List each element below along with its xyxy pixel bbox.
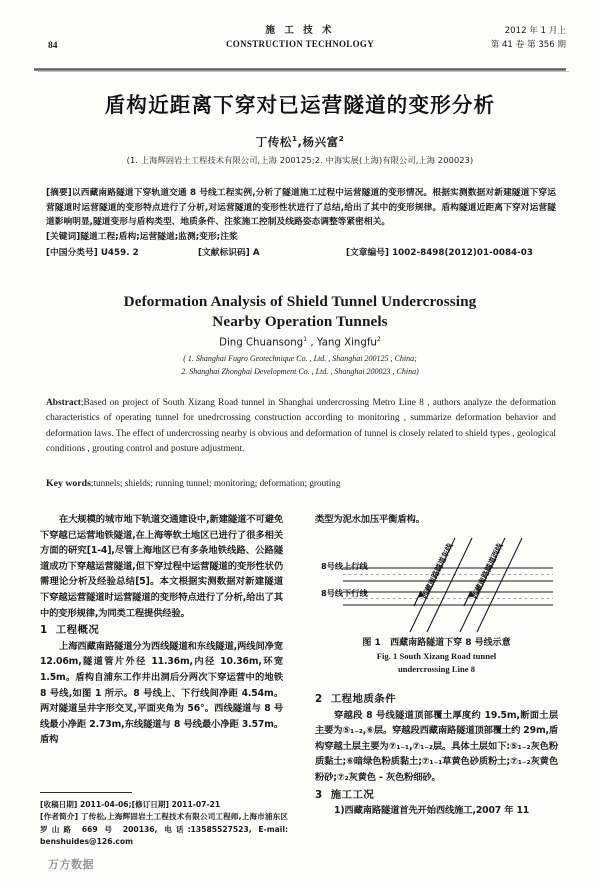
clc-label: [中国分类号] [46,247,98,258]
keywords-cn-paragraph [46,230,556,245]
issue-info [491,24,566,52]
section-heading-3 [315,788,558,804]
section-1-paragraph: 上海西藏南路隧道分为西线隧道和东线隧道,两线间净宽 12.06m,隧道管片外径 11.36m,内径 10.36m,环宽 1.5m。盾构自浦东工作井出洞后分两次下穿运营中的地铁 8 号线,如图 1 所示。8 号线上、下行线间净距 4.54m。两对隧道呈井字形交叉,平面夹角为 56°。西线隧道与 8 号线最小净距 2.73m,东线隧道与 8 号线最小净距 3.57m。盾构 [40,640,283,746]
abstract-cn-block [46,186,556,260]
header-rule [34,68,566,71]
figure-label-uptrack: 8号线上行线 [321,561,368,571]
body-right-column [315,512,558,528]
footnote-block [40,799,288,849]
author-bio-label: [作者简介] [40,812,79,822]
received-label: [收稿日期] [40,800,78,809]
page-number: 84 [48,41,58,51]
received-date: 2011-04-06 [79,800,129,809]
doc-code-field [198,246,346,261]
authors-en: Ding Chuansong$^1$ , Yang Xingfu$^2$ [219,336,381,349]
affiliation-en [34,353,566,378]
keywords-en-block [46,478,556,489]
volume-issue: 第 41 卷 第 356 期 [490,40,566,50]
body-left-column [40,512,283,748]
figure-caption-cn [315,636,558,650]
abstract-en-paragraph [46,396,556,458]
affiliation-en-line1: ( 1. Shanghai Fugro Geotechnique Co. , Ltd. , Shanghai 200125 , China; [183,354,417,363]
running-head-center [34,24,566,51]
classification-row [46,246,556,261]
article-id-field [346,246,533,261]
issue-date: 2012 年 1 月上 [504,26,566,36]
running-head [34,24,566,68]
page-title-en [56,292,544,332]
section-3-paragraph: 1)西藏南路隧道首先开始西线施工,2007 年 11 [334,805,530,817]
doc-code-label: [文献标识码] [198,247,250,258]
abstract-en-block [46,396,556,458]
abstract-cn-label: [摘要] [46,188,72,198]
figure-caption-en-line2: undercrossing Line 8 [397,664,476,674]
journal-title-en: CONSTRUCTION TECHNOLOGY [225,39,374,49]
figure-1-diagram [315,536,558,634]
journal-title-cn: 施 工 技 术 [265,25,335,36]
figure-caption-en-line1: Fig. 1 South Xizang Road tunnel [376,651,497,661]
body-right-column-lower [315,690,558,819]
section-1-title: 工程概况 [55,624,100,637]
abstract-cn-paragraph [46,186,556,230]
author-bio-text: 丁传松,上海辉固岩土工程技术有限公司工程师,上海市浦东区罗山路 669 号 200136, 电话:13585527523, E-mail: benshuides@126.com [40,812,288,847]
page-title-en-line1: Deformation Analysis of Shield Tunnel Undercrossing [123,293,477,310]
doc-code-value: A [252,247,260,258]
article-id-value: 1002-8498(2012)01-0084-03 [392,247,533,258]
wanfang-watermark: 万方数据 [48,858,94,871]
figure-caption-cn-number: 图 1 [362,638,381,648]
keywords-en-label: Key words [46,478,91,489]
footnote-author-bio [40,811,288,848]
abstract-en-label: Abstract [46,398,81,408]
affiliation-cn: (1. 上海辉固岩土工程技术有限公司,上海 200125;2. 中海实展(上海)有限公司,上海 200023) [126,155,474,165]
abstract-cn-text: 以西藏南路隧道下穿轨道交通 8 号线工程实例,分析了隧道施工过程中运营隧道的变形情况。根据实测数据对新建隧道下穿运营隧道时运营隧道的变形特点进行了分析,对运营隧道的变形性状进行了总结,给出了其中的变形规律。盾构隧道近距离下穿对运营隧道影响明显,隧道变形与盾构类型、地质条件、注浆施工控制及线路姿态调整等紧密相关。 [46,188,556,228]
section-2-title: 工程地质条件 [330,693,397,705]
keywords-en-text: ;tunnels; shields; running tunnel; monitoring; deformation; grouting [90,478,341,488]
clc-value: U459. 2 [100,247,139,258]
section-3-title: 施工工况 [330,788,375,801]
footnote-dates: [收稿日期] 2011-04-06;[修订日期] 2011-07-21 [40,800,221,809]
figure-label-west-tunnel: 西藏南路隧道西线 [469,541,505,601]
keywords-cn-text: 隧道工程;盾构;运营隧道;监测;变形;注浆 [80,231,238,242]
figure-caption-cn-text: 西藏南路隧道下穿 8 号线示意 [390,638,511,648]
clc-field [46,246,198,261]
article-id-label: [文章编号] [346,247,389,258]
keywords-cn-label: [关键词] [46,231,81,242]
intro-paragraph: 在大规模的城市地下轨道交通建设中,新建隧道不可避免下穿越已运营地铁隧道,在上海等软土地区已进行了很多相关方面的研究[1-4],尽管上海地区已有多条地铁线路、公路隧道成功下穿越运营隧道,但下穿过程中运营隧道的变形性状仍需理论分析及经验总结[5]。本文根据实测数据对新建隧道下穿越运营隧道时运营隧道的变形特点进行了分析,给出了其中的变形规律,为同类工程提供经验。 [40,514,283,619]
revised-label: [修订日期] [131,800,169,809]
revised-date: 2011-07-21 [171,800,221,809]
figure-label-downtrack: 8号线下行线 [321,588,368,598]
abstract-en-text: ;Based on project of South Xizang Road tunnel in Shanghai undercrossing Metro Line 8 , authors analyze the deformation characteristics of operating tunnel for unedrcrossing construction according to monitoring , summarize deformation behavior and deformation laws. The effect of undercrossing nearby is obvious and deformation of tunnel is closely related to shield types , geological conditions , grouting control and posture adjustment. [46,398,556,455]
continuation-paragraph: 类型为泥水加压平衡盾构。 [315,514,425,525]
footnote-separator [40,792,132,793]
page-title-cn: 盾构近距离下穿对已运营隧道的变形分析 [104,93,496,117]
figure-label-east-tunnel: 西藏南路隧道东线 [419,541,455,601]
section-2-number: 2 [315,693,323,705]
affiliation-en-line2: 2. Shanghai Zhonghai Development Co. , Ltd. , Shanghai 200023 , China) [181,366,419,376]
section-1-number: 1 [40,624,48,637]
section-heading-1 [40,623,283,639]
section-3-number: 3 [315,788,323,801]
section-2-paragraph: 穿越段 8 号线隧道顶部覆土厚度约 19.5m,断面土层主要为⑤₁₋₂,⑥层。穿越段西藏南路隧道顶部覆土约 29m,盾构穿越土层主要为⑦₁₋₁,⑦₁₋₂层。具体土层如下:⑤₁₋₂灰色粉质黏土;⑥暗绿色粉质黏土;⑦₁₋₁草黄色砂质粉土;⑦₁₋₂灰黄色粉砂;⑦₂灰黄色 - 灰色粉细砂。 [315,709,559,783]
page-title-en-line2: Nearby Operation Tunnels [212,313,388,330]
figure-1-caption [315,636,558,676]
section-heading-2 [315,692,558,708]
authors-cn: 丁传松$^1$,杨兴富$^2$ [255,134,345,149]
